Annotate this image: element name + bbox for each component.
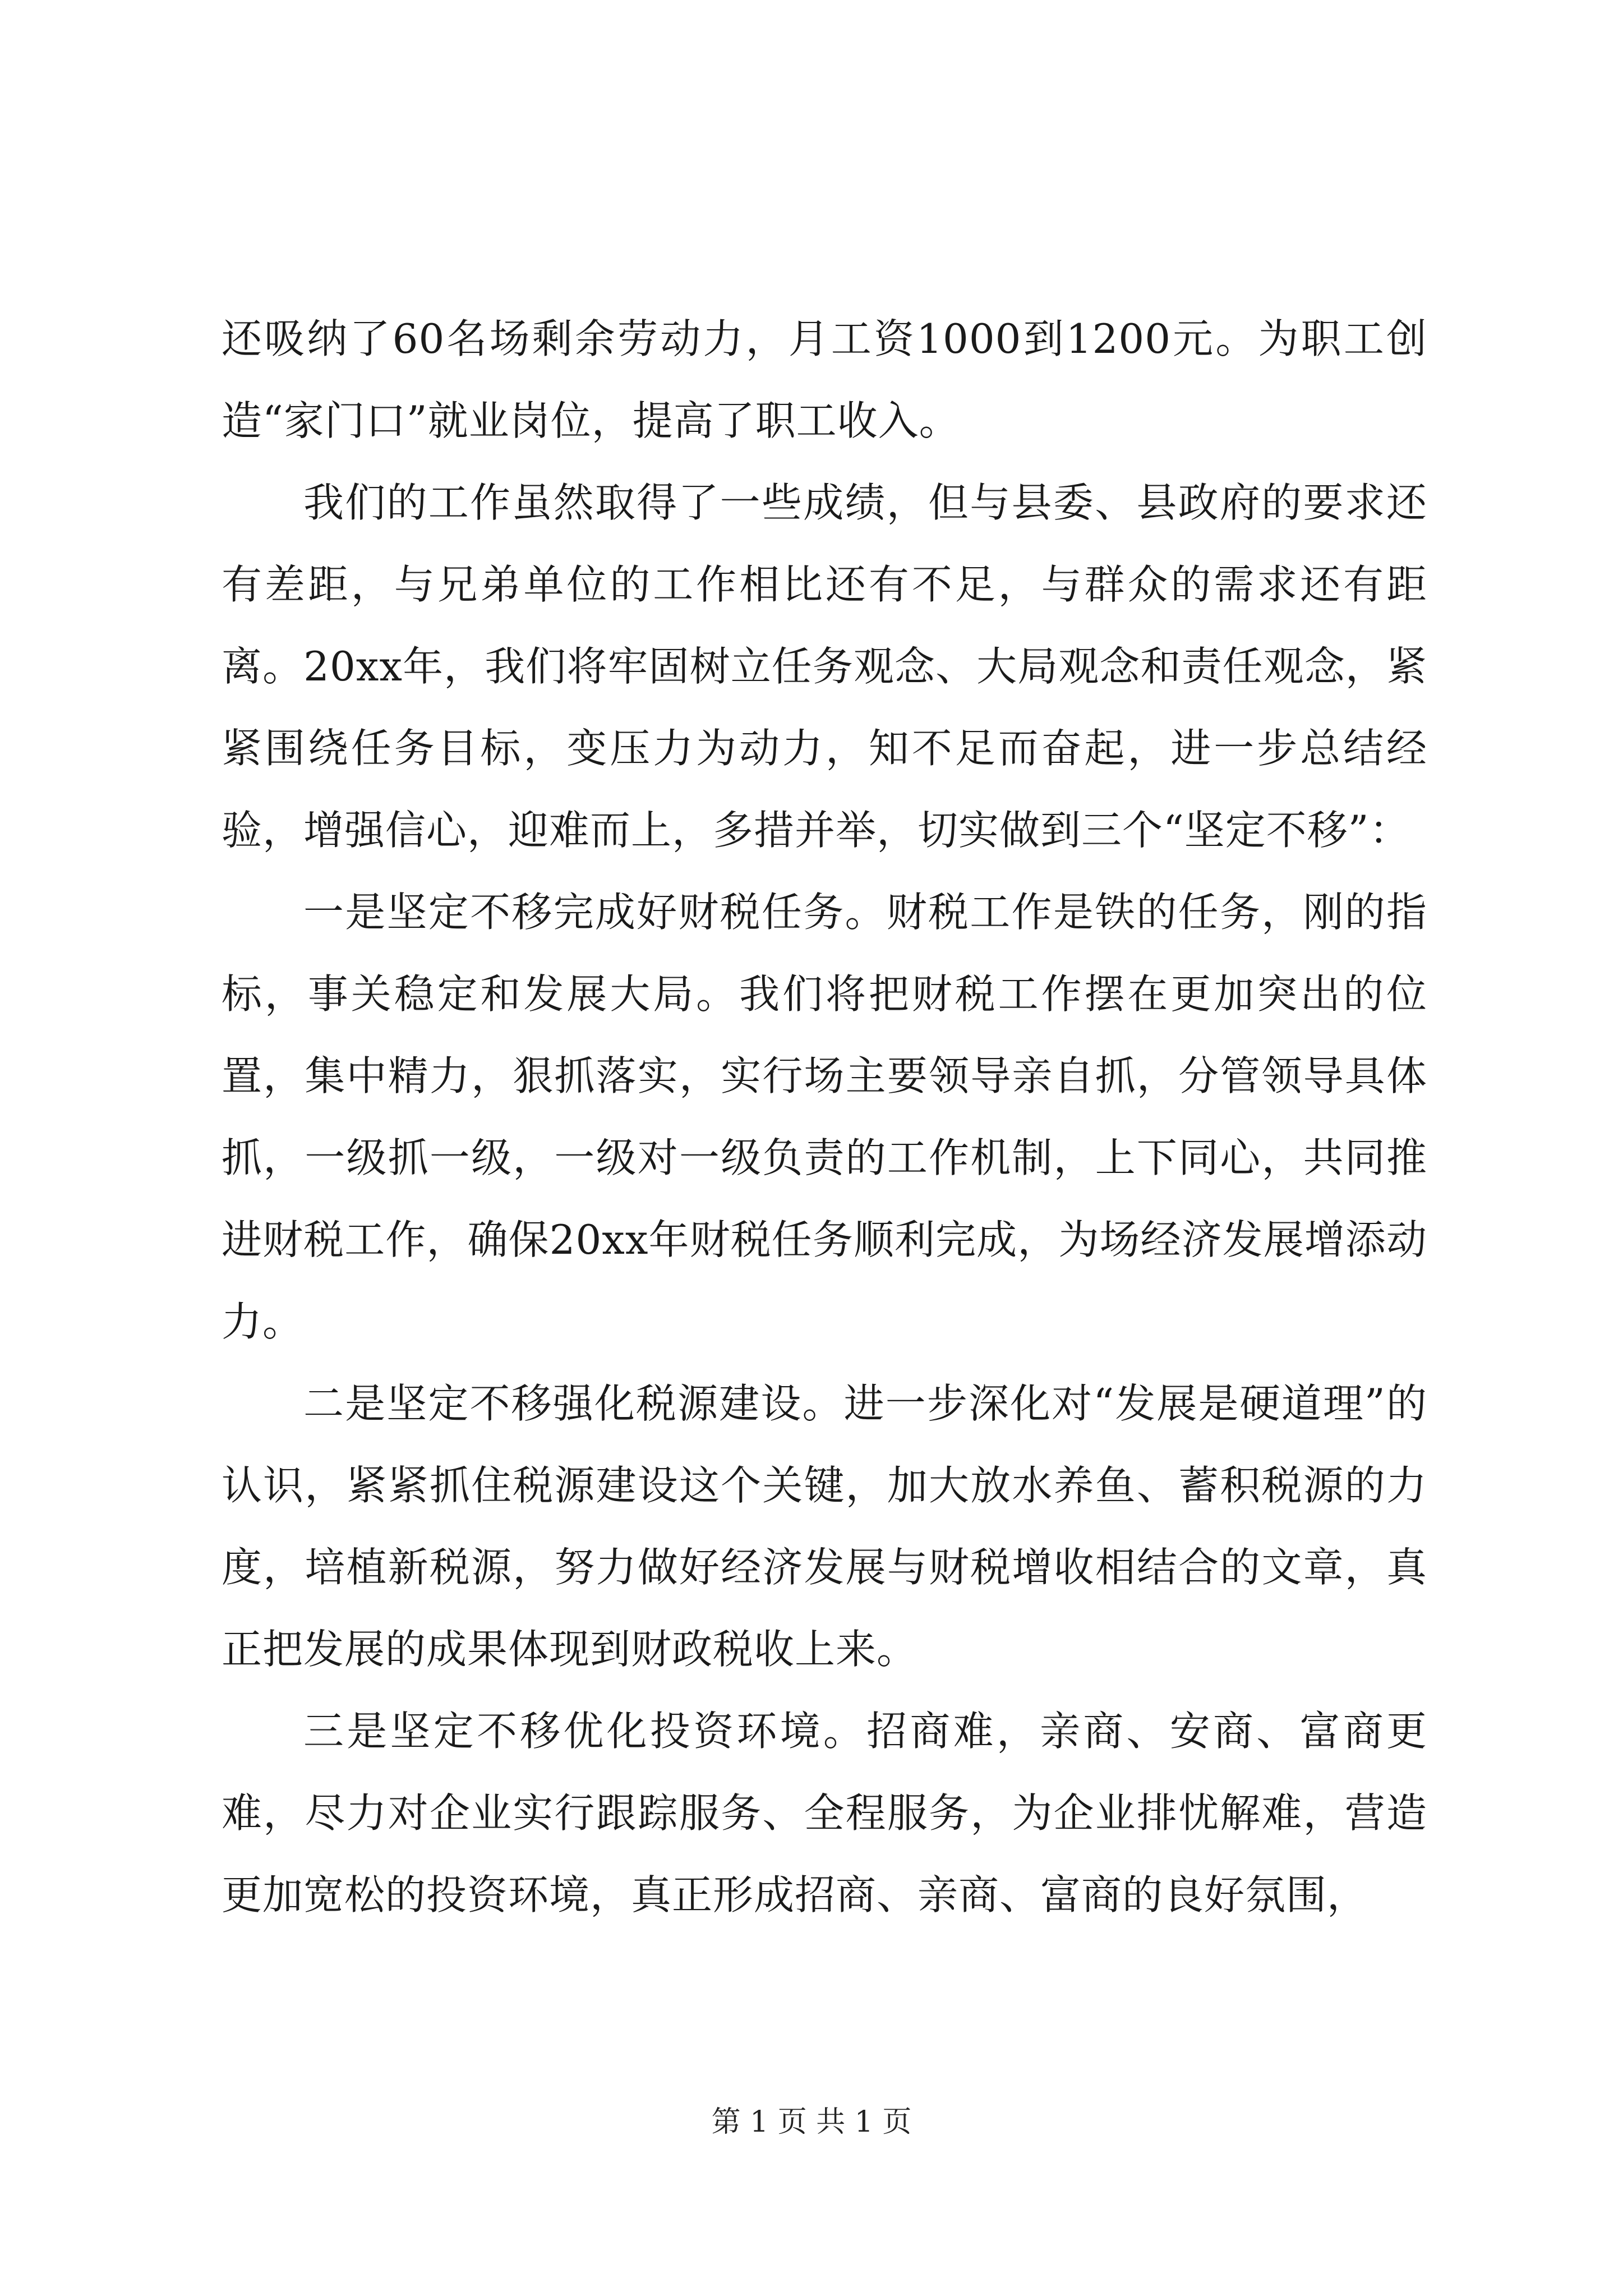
paragraph-point-one: 一是坚定不移完成好财税任务。财税工作是铁的任务，刚的指标，事关稳定和发展大局。我们将把财税工作摆在更加突出的位置，集中精力，狠抓落实，实行场主要领导亲自抓，分管领导具体抓，一级抓一级，一级对一级负责的工作机制，上下同心，共同推进财税工作，确保20xx年财税任务顺利完成，为场经济发展增添动力。 [222,889,1427,1345]
paragraph-point-two: 二是坚定不移强化税源建设。进一步深化对“发展是硬道理”的认识，紧紧抓住税源建设这个关键，加大放水养鱼、蓄积税源的力度，培植新税源，努力做好经济发展与财税增收相结合的文章，真正把发展的成果体现到财政税收上来。 [222,1380,1427,1673]
paragraph-point-three: 三是坚定不移优化投资环境。招商难，亲商、安商、富商更难，尽力对企业实行跟踪服务、全程服务，为企业排忧解难，营造更加宽松的投资环境，真正形成招商、亲商、富商的良好氛围， [222,1708,1427,1918]
paragraph-continuation: 还吸纳了60名场剩余劳动力，月工资1000到1200元。为职工创造“家门口”就业岗位，提高了职工收入。 [222,315,1427,444]
paragraph-summary: 我们的工作虽然取得了一些成绩，但与县委、县政府的要求还有差距，与兄弟单位的工作相比还有不足，与群众的需求还有距离。20xx年，我们将牢固树立任务观念、大局观念和责任观念，紧紧围绕任务目标，变压力为动力，知不足而奋起，进一步总结经验，增强信心，迎难而上，多措并举，切实做到三个“坚定不移”： [222,479,1427,854]
document-body [222,298,1427,1936]
page-number-footer: 第 1 页 共 1 页 [711,2105,912,2139]
